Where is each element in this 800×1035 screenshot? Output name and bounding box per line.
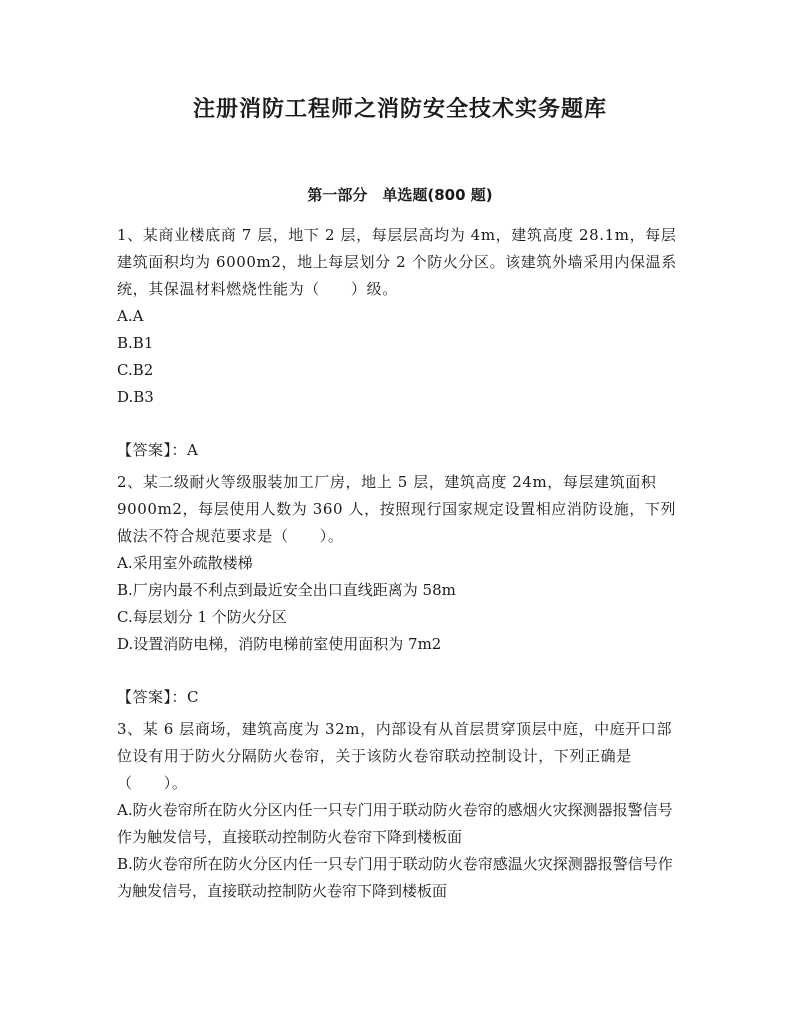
question-stem: 1、某商业楼底商 7 层，地下 2 层，每层层高均为 4m，建筑高度 28.1m，每层建筑面积均为 6000m2，地上每层划分 2 个防火分区。该建筑外墙采用内保温系统，其保温材料燃烧性能为（ ）级。 (117, 226, 677, 298)
question-stem: 2、某二级耐火等级服装加工厂房，地上 5 层，建筑高度 24m，每层建筑面积 9000m2，每层使用人数为 360 人，按照现行国家规定设置相应消防设施，下列做法不符合规范要求是（ ）。 (117, 473, 677, 545)
option-b: B.厂房内最不利点到最近安全出口直线距离为 58m (117, 581, 456, 599)
answer-label: 【答案】： (117, 441, 188, 459)
question-item (117, 222, 687, 464)
question-item (117, 716, 687, 905)
option-b: B.防火卷帘所在防火分区内任一只专门用于联动防火卷帘感温火灾探测器报警信号作为触发信号，直接联动控制防火卷帘下降到楼板面 (117, 855, 673, 900)
answer-value: C (187, 688, 199, 706)
answer-line (117, 684, 687, 711)
option-d: D.B3 (117, 388, 154, 406)
option-c: C.B2 (117, 361, 154, 379)
answer-label: 【答案】： (117, 688, 188, 706)
option-list (117, 303, 687, 411)
option-a: A.防火卷帘所在防火分区内任一只专门用于联动防火卷帘的感烟火灾探测器报警信号作为触发信号，直接联动控制防火卷帘下降到楼板面 (117, 801, 673, 846)
question-list (117, 222, 687, 905)
option-a: A.A (117, 307, 144, 325)
document-title: 注册消防工程师之消防安全技术实务题库 (192, 97, 607, 122)
option-c: C.每层划分 1 个防火分区 (117, 608, 287, 626)
option-a: A.采用室外疏散楼梯 (117, 554, 253, 572)
answer-line (117, 437, 687, 464)
option-b: B.B1 (117, 334, 154, 352)
question-stem: 3、某 6 层商场，建筑高度为 32m，内部设有从首层贯穿顶层中庭，中庭开口部位设有用于防火分隔防火卷帘，关于该防火卷帘联动控制设计，下列正确是（ ）。 (117, 720, 673, 792)
option-d: D.设置消防电梯，消防电梯前室使用面积为 7m2 (117, 635, 442, 653)
option-list (117, 797, 687, 905)
answer-value: A (187, 441, 198, 459)
question-item (117, 469, 687, 711)
option-list (117, 550, 687, 658)
section-heading: 第一部分 单选题(800 题) (307, 186, 493, 204)
